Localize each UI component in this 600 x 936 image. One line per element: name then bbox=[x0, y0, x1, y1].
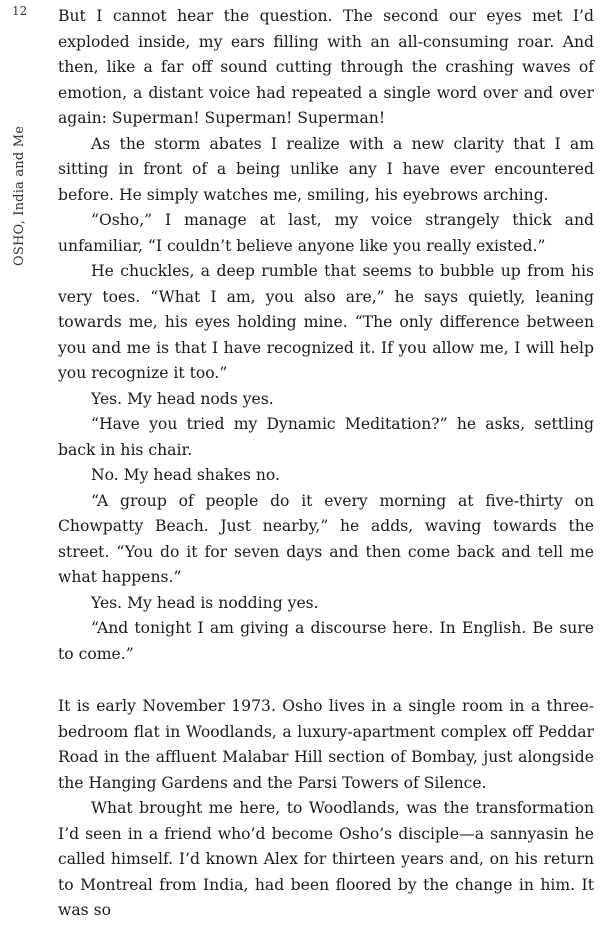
paragraph: “Have you tried my Dynamic Meditation?” he asks, settling back in his chair. bbox=[58, 415, 594, 459]
page-number: 12 bbox=[12, 4, 28, 18]
running-head: OSHO, India and Me bbox=[12, 125, 27, 266]
paragraph: He chuckles, a deep rumble that seems to bubble up from his very toes. “What I am, you also are,” he says quietly, leaning towards me, his eyes holding mine. “The only difference between you and me is that I have recognized it. If you allow me, I will help you recognize it too.” bbox=[58, 262, 594, 382]
paragraph: “And tonight I am giving a discourse here. In English. Be sure to come.” bbox=[58, 619, 594, 663]
paragraph: It is early November 1973. Osho lives in a single room in a three-bedroom flat in Woodlands, a luxury-apartment complex off Peddar Road in the affluent Malabar Hill section of Bombay, just alongside the Hanging Gardens and the Parsi Towers of Silence. bbox=[58, 697, 594, 792]
paragraph: As the storm abates I realize with a new clarity that I am sitting in front of a being unlike any I have ever encountered before. He simply watches me, smiling, his eyebrows arching. bbox=[58, 134, 594, 204]
body-text bbox=[58, 4, 594, 924]
paragraph: No. My head shakes no. bbox=[91, 466, 281, 484]
paragraph: Yes. My head is nodding yes. bbox=[91, 593, 319, 612]
paragraph: “Osho,” I manage at last, my voice strangely thick and unfamiliar, “I couldn’t believe anyone like you really existed.” bbox=[58, 211, 594, 255]
paragraph: Yes. My head nods yes. bbox=[91, 389, 274, 408]
paragraph: But I cannot hear the question. The second our eyes met I’d exploded inside, my ears filling with an all-consuming roar. And then, like a far off sound cutting through the crashing waves of emotion, a distant voice had repeated a single word over and over again: Superman! Superman! Superman! bbox=[58, 7, 594, 127]
paragraph: “A group of people do it every morning at five-thirty on Chowpatty Beach. Just nearby,” he adds, waving towards the street. “You do it for seven days and then come back and tell me what happens.” bbox=[58, 491, 594, 586]
paragraph: What brought me here, to Woodlands, was the transformation I’d seen in a friend who’d become Osho’s disciple—a sannyasin he called himself. I’d known Alex for thirteen years and, on his return to Montreal from India, had been floored by the change in him. It was so bbox=[58, 799, 594, 919]
